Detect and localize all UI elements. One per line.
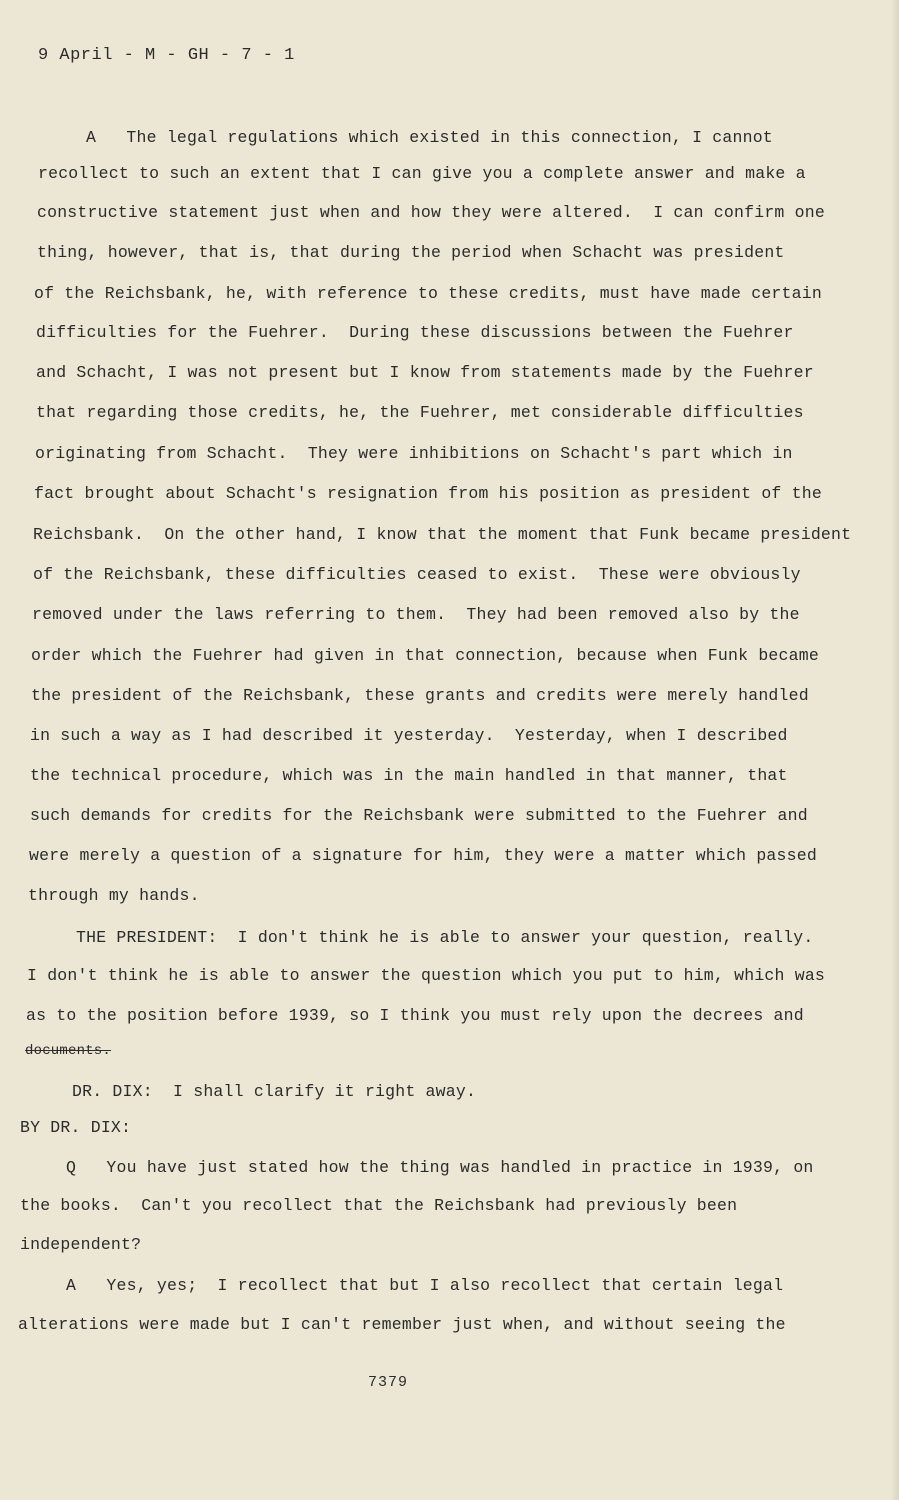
text-line: the technical procedure, which was in the main handled in that manner, that <box>30 766 788 785</box>
text-line: and Schacht, I was not present but I know from statements made by the Fuehrer <box>36 363 814 382</box>
text-line: independent? <box>20 1235 142 1254</box>
text-line: thing, however, that is, that during the period when Schacht was president <box>37 243 785 262</box>
text-line: difficulties for the Fuehrer. During these discussions between the Fuehrer <box>36 323 794 342</box>
text-line: the president of the Reichsbank, these grants and credits were merely handled <box>31 686 809 705</box>
text-line: recollect to such an extent that I can give you a complete answer and make a <box>38 164 806 183</box>
text-line: removed under the laws referring to them. They had been removed also by the <box>32 605 800 624</box>
text-line: originating from Schacht. They were inhibitions on Schacht's part which in <box>35 444 793 463</box>
text-line: of the Reichsbank, these difficulties ceased to exist. These were obviously <box>33 565 801 584</box>
page-number: 7379 <box>368 1374 409 1391</box>
text-line: I don't think he is able to answer the question which you put to him, which was <box>27 966 826 985</box>
text-line: the books. Can't you recollect that the Reichsbank had previously been <box>20 1196 738 1215</box>
text-line: that regarding those credits, he, the Fuehrer, met considerable difficulties <box>36 403 804 422</box>
text-line: THE PRESIDENT: I don't think he is able to answer your question, really. <box>76 928 814 947</box>
text-line: such demands for credits for the Reichsbank were submitted to the Fuehrer and <box>30 806 808 825</box>
text-line: DR. DIX: I shall clarify it right away. <box>72 1082 477 1101</box>
text-line: A The legal regulations which existed in this connection, I cannot <box>86 128 773 147</box>
struck-text-line: documents. <box>25 1043 112 1059</box>
text-line: Reichsbank. On the other hand, I know that the moment that Funk became president <box>33 525 852 544</box>
text-line: through my hands. <box>28 886 200 905</box>
text-line: constructive statement just when and how they were altered. I can confirm one <box>37 203 825 222</box>
text-line: as to the position before 1939, so I think you must rely upon the decrees and <box>26 1006 804 1025</box>
section-heading: BY DR. DIX: <box>20 1118 132 1137</box>
text-line: fact brought about Schacht's resignation from his position as president of the <box>34 484 822 503</box>
page-edge-shadow <box>891 0 899 1500</box>
text-line: were merely a question of a signature for him, they were a matter which passed <box>29 846 817 865</box>
text-line: Q You have just stated how the thing was handled in practice in 1939, on <box>66 1158 814 1177</box>
page-header: 9 April - M - GH - 7 - 1 <box>38 46 295 65</box>
text-line: alterations were made but I can't remember just when, and without seeing the <box>18 1315 786 1334</box>
text-line: in such a way as I had described it yesterday. Yesterday, when I described <box>30 726 788 745</box>
text-line: order which the Fuehrer had given in that connection, because when Funk became <box>31 646 819 665</box>
text-line: of the Reichsbank, he, with reference to these credits, must have made certain <box>34 284 822 303</box>
text-line: A Yes, yes; I recollect that but I also recollect that certain legal <box>66 1276 784 1295</box>
